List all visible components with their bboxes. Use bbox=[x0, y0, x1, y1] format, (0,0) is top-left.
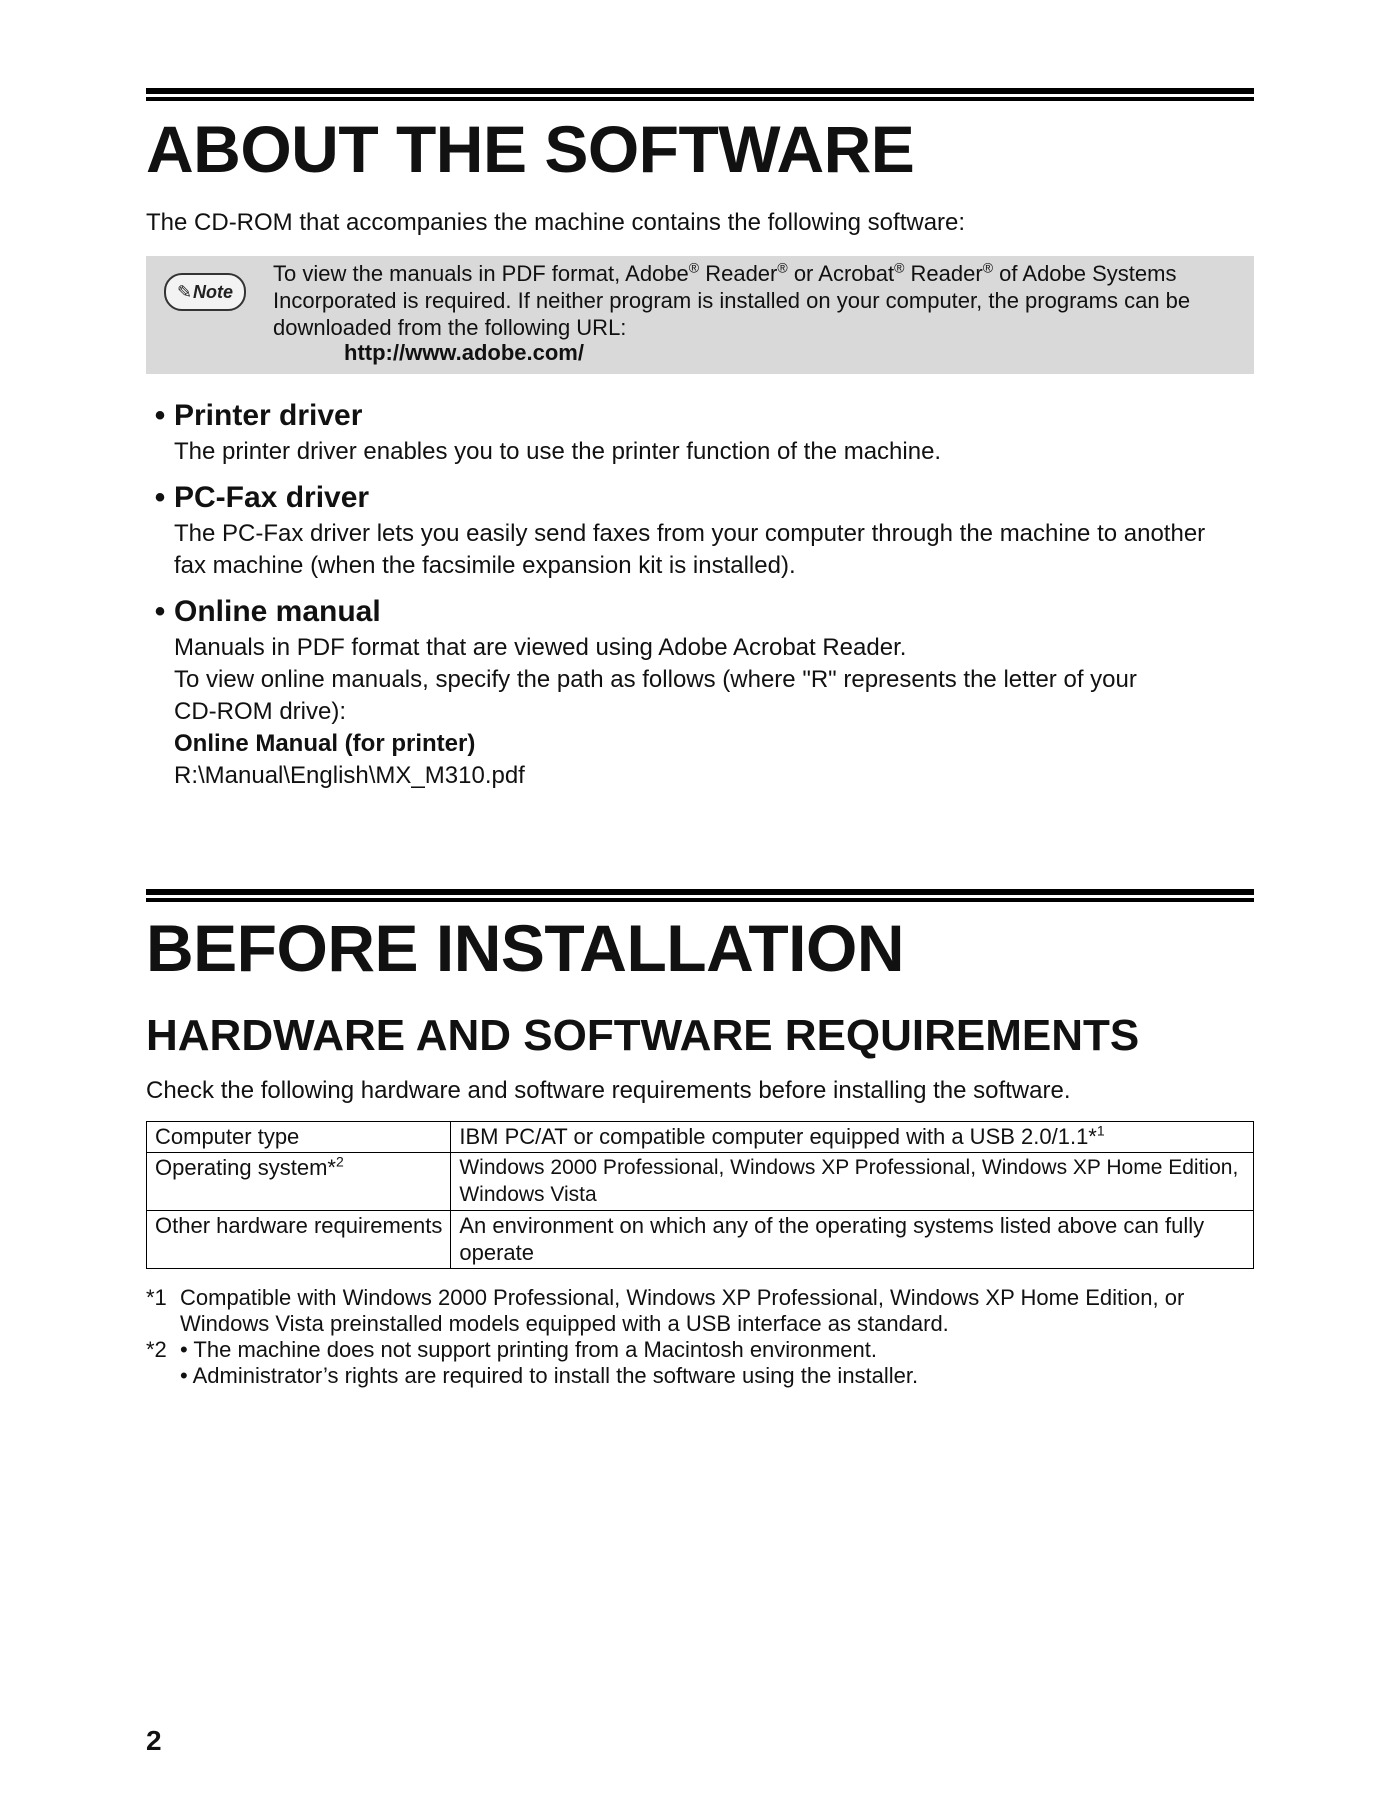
table-row bbox=[147, 1211, 1254, 1269]
adobe-url-link[interactable]: http://www.adobe.com/ bbox=[344, 340, 584, 365]
pcfax-driver-desc: The PC-Fax driver lets you easily send faxes from your computer through the machine to another fax machine (when the facsimile expansion kit is installed). bbox=[174, 520, 1206, 579]
online-manual-subheading: Online Manual (for printer) bbox=[174, 730, 476, 757]
note-box bbox=[146, 256, 1254, 374]
before-installation-title: BEFORE INSTALLATION bbox=[146, 911, 905, 985]
requirements-table bbox=[146, 1121, 1254, 1269]
table-row bbox=[147, 1122, 1254, 1153]
section-rule bbox=[146, 88, 1254, 101]
footnote-2-cont: • Administrator’s rights are required to install the software using the installer. bbox=[180, 1363, 919, 1388]
pencil-icon: ✎ bbox=[176, 282, 193, 302]
note-badge: ✎Note bbox=[164, 273, 246, 311]
table-key: Operating system*$^2$ bbox=[147, 1153, 451, 1211]
table-value: Windows 2000 Professional, Windows XP Professional, Windows XP Home Edition, Windows Vista bbox=[451, 1153, 1254, 1211]
note-text: To view the manuals in PDF format, Adobe® Reader® or Acrobat® Reader® of Adobe Systems Incorporated is required. If neither program is installed on your computer, the programs can be downloaded from the following URL: bbox=[273, 259, 1191, 340]
table-row bbox=[147, 1153, 1254, 1211]
footnote-1-cont: Windows Vista preinstalled models equipped with a USB interface as standard. bbox=[180, 1311, 949, 1336]
table-value: An environment on which any of the operating systems listed above can fully operate bbox=[451, 1211, 1254, 1269]
table-value: IBM PC/AT or compatible computer equipped with a USB 2.0/1.1*$^1$ bbox=[451, 1122, 1254, 1153]
page-number: 2 bbox=[146, 1725, 162, 1756]
table-key: Other hardware requirements bbox=[147, 1211, 451, 1269]
pcfax-driver-heading: • PC-Fax driver bbox=[154, 481, 370, 514]
footnote-2: *2 • The machine does not support printing from a Macintosh environment. bbox=[146, 1337, 877, 1362]
section-rule bbox=[146, 889, 1254, 902]
about-intro: The CD-ROM that accompanies the machine contains the following software: bbox=[146, 209, 966, 236]
requirements-heading: HARDWARE AND SOFTWARE REQUIREMENTS bbox=[146, 1011, 1140, 1060]
online-manual-path: R:\Manual\English\MX_M310.pdf bbox=[174, 762, 525, 789]
table-key: Computer type bbox=[147, 1122, 451, 1153]
online-manual-desc: Manuals in PDF format that are viewed using Adobe Acrobat Reader. To view online manuals, specify the path as follows (where "R" represents the letter of your CD-ROM drive): Online Manual (for printer) R:\Manual\English\MX_M310.pdf bbox=[174, 632, 1137, 792]
footnote-1: *1 Compatible with Windows 2000 Professional, Windows XP Professional, Windows XP Home Edition, or bbox=[146, 1285, 1185, 1310]
about-title: ABOUT THE SOFTWARE bbox=[146, 112, 915, 186]
online-manual-heading: • Online manual bbox=[154, 595, 381, 628]
requirements-intro: Check the following hardware and software requirements before installing the software. bbox=[146, 1077, 1071, 1104]
printer-driver-heading: • Printer driver bbox=[154, 399, 363, 432]
printer-driver-desc: The printer driver enables you to use the printer function of the machine. bbox=[174, 438, 942, 465]
